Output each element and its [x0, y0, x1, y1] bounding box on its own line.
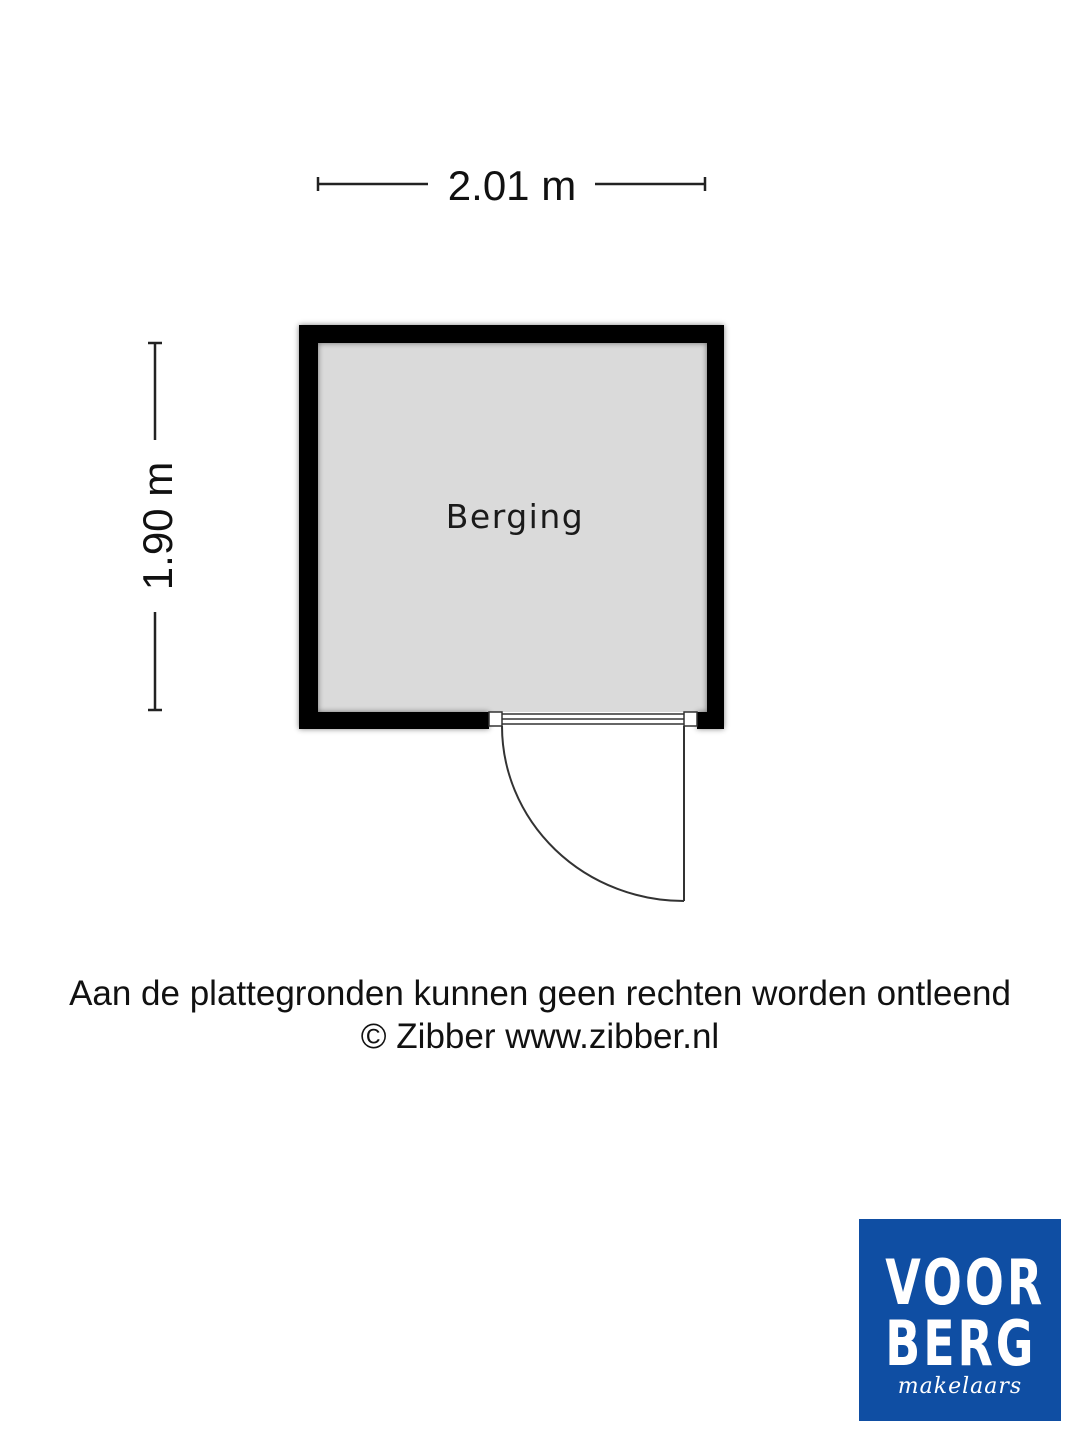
wall-left: [299, 325, 318, 729]
door-arc: [502, 726, 684, 901]
width-dimension-label: 2.01 m: [447, 162, 577, 209]
logo-word-berg: BERG: [885, 1307, 1037, 1380]
door-swing: [502, 726, 684, 901]
voorberg-logo: [859, 1219, 1061, 1421]
disclaimer-text: Aan de plattegronden kunnen geen rechten worden ontleend: [69, 974, 1011, 1013]
height-dimension-label: 1.90 m: [134, 461, 181, 591]
wall-bottom-left: [299, 712, 489, 729]
room-label: Berging: [445, 497, 585, 536]
wall-right: [707, 325, 724, 729]
door-frame: [489, 712, 697, 726]
wall-bottom-right: [697, 712, 724, 729]
logo-subtitle: makelaars: [897, 1374, 1023, 1399]
logo-word-voor: VOOR: [885, 1246, 1046, 1319]
copyright-text: © Zibber www.zibber.nl: [360, 1017, 720, 1056]
wall-top: [299, 325, 724, 343]
